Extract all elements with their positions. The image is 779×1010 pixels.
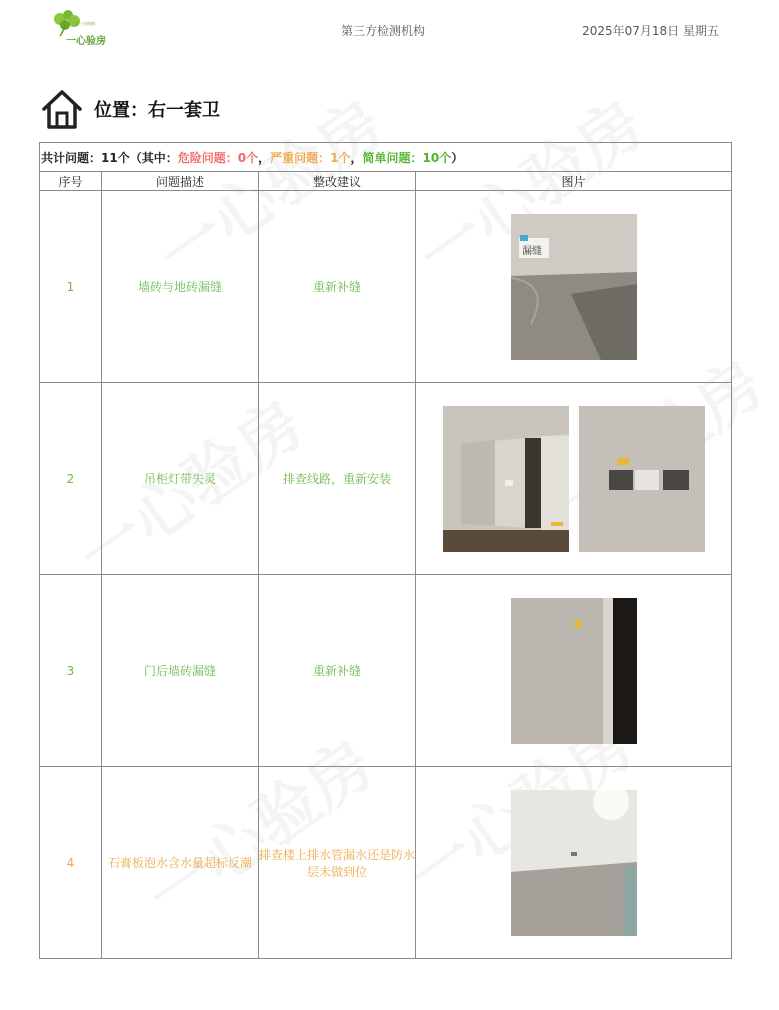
issue-description: 石膏板泡水含水量超标反潮 [102, 767, 259, 959]
column-header: 问题描述 [102, 172, 259, 191]
row-number: 2 [40, 383, 102, 575]
serious-label: 严重问题： [270, 150, 331, 165]
simple-label: 简单问题： [362, 150, 423, 165]
fix-advice: 重新补缝 [259, 575, 416, 767]
column-header: 整改建议 [259, 172, 416, 191]
issue-description: 吊柜灯带失灵 [102, 383, 259, 575]
page-header [0, 0, 779, 60]
table-row [40, 383, 732, 575]
issues-table [39, 142, 732, 959]
location-title: 位置：右一套卫 [94, 100, 220, 121]
ceiling-damp-photo[interactable] [511, 790, 637, 936]
switch-panel-photo[interactable] [579, 406, 705, 552]
column-header: 序号 [40, 172, 102, 191]
summary-prefix: 共计问题： [41, 150, 102, 165]
table-row [40, 767, 732, 959]
issue-description: 门后墙砖漏缝 [102, 575, 259, 767]
photo-cell [416, 767, 732, 959]
fix-advice: 排查楼上排水管漏水还是防水层未做到位 [259, 767, 416, 959]
summary-close: ） [451, 150, 464, 165]
fix-advice: 重新补缝 [259, 191, 416, 383]
photo-cell [416, 575, 732, 767]
header-title: 第三方检测机构 [341, 24, 426, 38]
simple-count: 10个 [422, 150, 452, 165]
issue-description: 墙砖与地砖漏缝 [102, 191, 259, 383]
summary-total: 11个 [101, 150, 130, 165]
summary-cell [40, 143, 732, 172]
row-number: 3 [40, 575, 102, 767]
location-heading [40, 85, 220, 133]
row-number: 4 [40, 767, 102, 959]
summary-open: （其中： [129, 150, 178, 165]
table-row [40, 191, 732, 383]
photo-cell [416, 191, 732, 383]
header-date: 2025年07月18日 星期五 [582, 24, 719, 38]
row-number: 1 [40, 191, 102, 383]
fix-advice: 排查线路，重新安装 [259, 383, 416, 575]
summary-row [40, 143, 732, 172]
column-header-row [40, 172, 732, 191]
brand-logo [48, 10, 110, 48]
logo-subtitle: 第三方机构 [75, 21, 95, 26]
danger-count: 0个 [237, 150, 259, 165]
serious-count: 1个 [330, 150, 351, 165]
photo-cell [416, 383, 732, 575]
column-header: 图片 [416, 172, 732, 191]
table-row [40, 575, 732, 767]
danger-label: 危险问题： [177, 150, 238, 165]
logo-text: 一心验房 [66, 36, 106, 47]
summary-sep: ， [350, 150, 363, 165]
wall-floor-gap-photo[interactable] [511, 214, 637, 360]
mirror-cabinet-photo[interactable] [443, 406, 569, 552]
summary-sep: ， [258, 150, 271, 165]
house-icon [40, 87, 84, 131]
photo-label: 漏缝 [521, 245, 542, 257]
door-wall-gap-photo[interactable] [511, 598, 637, 744]
